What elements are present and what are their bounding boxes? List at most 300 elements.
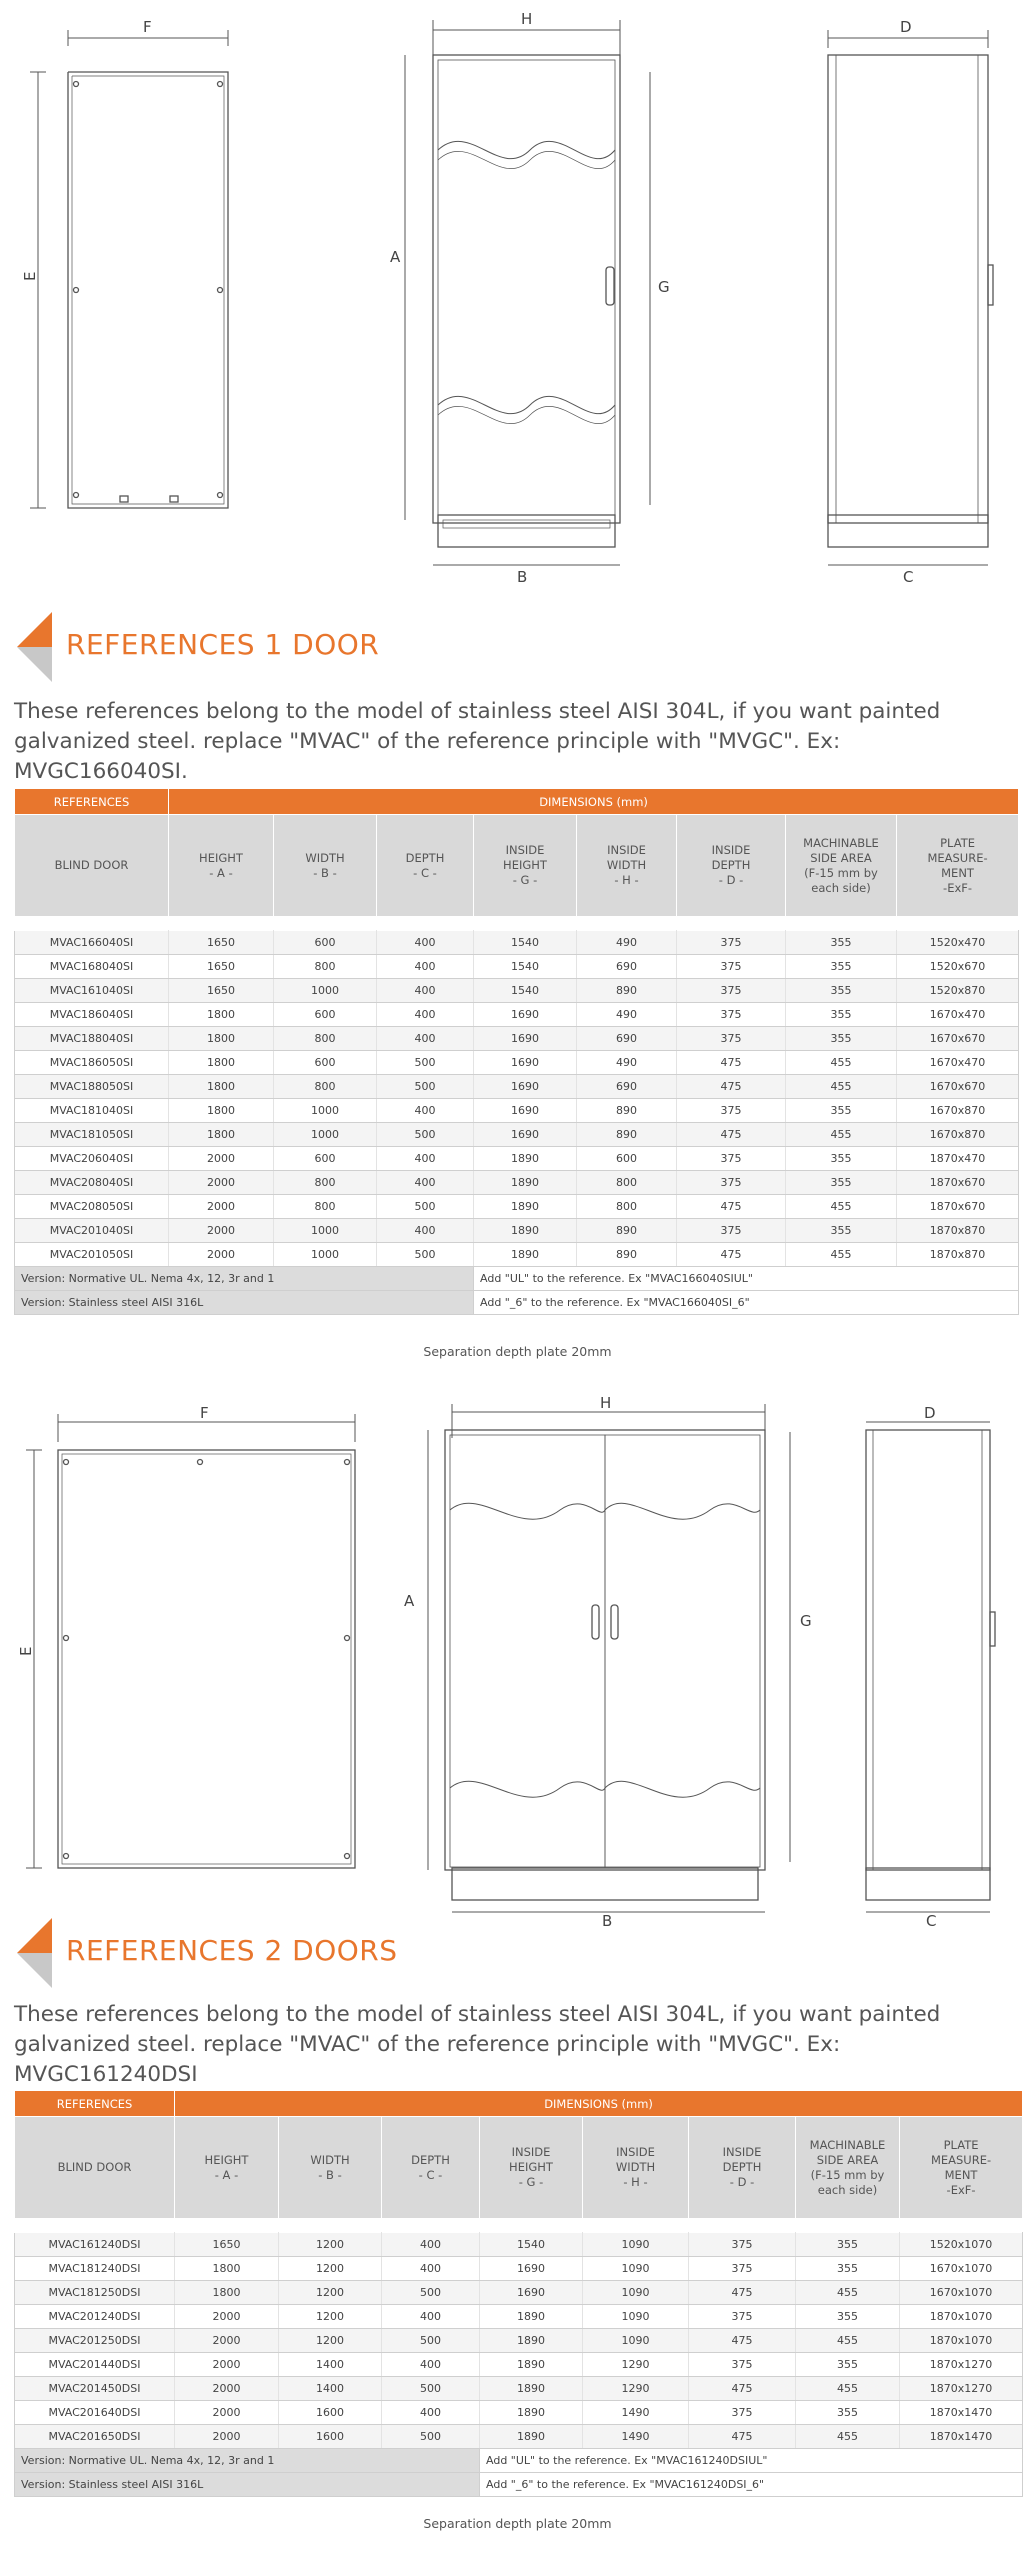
dimension-cell: 500 — [377, 1195, 474, 1219]
table-row — [15, 955, 1019, 979]
dimension-cell: 455 — [796, 2377, 900, 2401]
dim-label-h: H — [600, 1394, 612, 1412]
dimension-cell: 355 — [786, 1219, 897, 1243]
dimension-cell: 2000 — [175, 2329, 279, 2353]
reference-code-cell: MVAC201050SI — [15, 1243, 169, 1267]
dimension-cell: 375 — [677, 1147, 786, 1171]
column-header: INSIDE WIDTH - H - — [577, 815, 677, 917]
dimension-cell: 1870x1470 — [900, 2401, 1023, 2425]
table-row — [15, 1003, 1019, 1027]
dimension-cell: 375 — [689, 2401, 796, 2425]
footnote: Separation depth plate 20mm — [423, 2516, 612, 2531]
dimension-cell: 600 — [274, 1147, 377, 1171]
column-header: INSIDE DEPTH - D - — [689, 2117, 796, 2219]
dimension-cell: 890 — [577, 1099, 677, 1123]
dimension-cell: 500 — [377, 1051, 474, 1075]
dimension-cell: 2000 — [169, 1219, 274, 1243]
version-note-row — [15, 2473, 1023, 2497]
dimension-cell: 500 — [382, 2425, 480, 2449]
dimension-cell: 490 — [577, 1051, 677, 1075]
table-row — [15, 1147, 1019, 1171]
version-instruction: Add "UL" to the reference. Ex "MVAC161240DSIUL" — [480, 2449, 1023, 2473]
table-row — [15, 931, 1019, 955]
reference-code-cell: MVAC201240DSI — [15, 2305, 175, 2329]
dimension-cell: 1200 — [279, 2257, 382, 2281]
mounting-plate-drawing — [17, 1404, 355, 1868]
dimension-cell: 500 — [377, 1243, 474, 1267]
dimension-cell: 1200 — [279, 2281, 382, 2305]
dimension-cell: 1670x1070 — [900, 2281, 1023, 2305]
dimension-cell: 400 — [382, 2401, 480, 2425]
reference-code-cell: MVAC188040SI — [15, 1027, 169, 1051]
section-marker-icon — [14, 612, 52, 682]
dimension-cell: 1600 — [279, 2401, 382, 2425]
dimension-cell: 1800 — [169, 1051, 274, 1075]
version-instruction: Add "UL" to the reference. Ex "MVAC166040SIUL" — [474, 1267, 1019, 1291]
dimension-cell: 1800 — [169, 1075, 274, 1099]
references-table-1-door — [14, 788, 1019, 1315]
dimension-cell: 400 — [382, 2305, 480, 2329]
dimension-cell: 1690 — [474, 1051, 577, 1075]
dimension-cell: 890 — [577, 1219, 677, 1243]
dimension-cell: 1690 — [480, 2257, 583, 2281]
column-header: BLIND DOOR — [15, 2117, 175, 2219]
dimension-cell: 375 — [677, 931, 786, 955]
dimension-cell: 690 — [577, 955, 677, 979]
section-heading-1-door — [14, 612, 1014, 682]
dimension-cell: 375 — [689, 2233, 796, 2257]
dim-label-b: B — [517, 568, 528, 586]
dimension-cell: 1000 — [274, 1099, 377, 1123]
dimensions-group-header: DIMENSIONS (mm) — [175, 2091, 1023, 2117]
column-header: MACHINABLE SIDE AREA (F-15 mm by each side) — [786, 815, 897, 917]
table-row — [15, 1171, 1019, 1195]
dimension-cell: 1690 — [474, 1123, 577, 1147]
reference-code-cell: MVAC188050SI — [15, 1075, 169, 1099]
dimension-cell: 2000 — [169, 1147, 274, 1171]
dimension-cell: 1090 — [583, 2329, 689, 2353]
section-title: REFERENCES 1 DOOR — [66, 628, 380, 661]
dimension-cell: 1870x670 — [897, 1195, 1019, 1219]
dimension-cell: 375 — [689, 2257, 796, 2281]
column-header: WIDTH - B - — [279, 2117, 382, 2219]
dimension-cell: 1890 — [474, 1219, 577, 1243]
dimension-cell: 400 — [377, 955, 474, 979]
reference-code-cell: MVAC201450DSI — [15, 2377, 175, 2401]
reference-code-cell: MVAC201440DSI — [15, 2353, 175, 2377]
reference-code-cell: MVAC181050SI — [15, 1123, 169, 1147]
dimension-cell: 1000 — [274, 1123, 377, 1147]
dimension-cell: 1090 — [583, 2233, 689, 2257]
dimension-cell: 2000 — [175, 2377, 279, 2401]
dimension-cell: 1490 — [583, 2401, 689, 2425]
dimension-cell: 1690 — [480, 2281, 583, 2305]
column-header: BLIND DOOR — [15, 815, 169, 917]
version-instruction: Add "_6" to the reference. Ex "MVAC161240DSI_6" — [480, 2473, 1023, 2497]
table-row — [15, 1075, 1019, 1099]
dim-label-h: H — [521, 10, 533, 28]
dimension-cell: 1890 — [480, 2377, 583, 2401]
dimension-cell: 1290 — [583, 2353, 689, 2377]
table-row — [15, 979, 1019, 1003]
dimension-cell: 1000 — [274, 1219, 377, 1243]
column-header: INSIDE HEIGHT - G - — [474, 815, 577, 917]
dimension-cell: 1540 — [474, 979, 577, 1003]
dimension-cell: 1890 — [474, 1195, 577, 1219]
dimension-cell: 1800 — [169, 1003, 274, 1027]
dimension-cell: 475 — [689, 2281, 796, 2305]
dimension-cell: 1870x470 — [897, 1147, 1019, 1171]
dimension-cell: 1870x1470 — [900, 2425, 1023, 2449]
dimension-cell: 490 — [577, 931, 677, 955]
dimension-cell: 1520x1070 — [900, 2233, 1023, 2257]
dimension-cell: 355 — [796, 2353, 900, 2377]
dimension-cell: 690 — [577, 1075, 677, 1099]
dimension-cell: 455 — [796, 2329, 900, 2353]
reference-code-cell: MVAC181240DSI — [15, 2257, 175, 2281]
dim-label-a: A — [404, 1592, 415, 1610]
dimension-cell: 1090 — [583, 2305, 689, 2329]
table-row — [15, 1123, 1019, 1147]
dimension-cell: 800 — [274, 1075, 377, 1099]
dimension-cell: 375 — [677, 1003, 786, 1027]
dimension-cell: 1520x870 — [897, 979, 1019, 1003]
table-row — [15, 2233, 1023, 2257]
front-view-drawing — [390, 10, 670, 586]
reference-code-cell: MVAC161040SI — [15, 979, 169, 1003]
section-intro: These references belong to the model of stainless steel AISI 304L, if you want painted galvanized steel. replace "MVAC" of the reference principle with "MVGC". Ex: MVGC161240DSI — [14, 2002, 941, 2087]
dimension-cell: 375 — [689, 2305, 796, 2329]
dimension-cell: 500 — [377, 1123, 474, 1147]
dimension-cell: 355 — [796, 2401, 900, 2425]
table-row — [15, 2257, 1023, 2281]
dimension-cell: 1200 — [279, 2305, 382, 2329]
dimension-cell: 375 — [677, 1099, 786, 1123]
dimension-cell: 355 — [786, 931, 897, 955]
reference-code-cell: MVAC186040SI — [15, 1003, 169, 1027]
dimension-cell: 500 — [382, 2281, 480, 2305]
dimension-cell: 400 — [377, 1219, 474, 1243]
dimension-cell: 2000 — [175, 2425, 279, 2449]
dimension-cell: 400 — [377, 1147, 474, 1171]
dimension-cell: 475 — [677, 1051, 786, 1075]
dimension-cell: 1400 — [279, 2377, 382, 2401]
dimension-cell: 455 — [786, 1195, 897, 1219]
column-header: WIDTH - B - — [274, 815, 377, 917]
dimension-cell: 1890 — [480, 2401, 583, 2425]
dimension-cell: 690 — [577, 1027, 677, 1051]
dimension-cell: 1670x470 — [897, 1051, 1019, 1075]
references-table-2-doors — [14, 2090, 1023, 2497]
table-row — [15, 2353, 1023, 2377]
dimension-cell: 400 — [382, 2353, 480, 2377]
dim-label-a: A — [390, 248, 401, 266]
dimension-cell: 355 — [786, 1003, 897, 1027]
dimension-cell: 1890 — [480, 2425, 583, 2449]
dimension-cell: 1650 — [169, 955, 274, 979]
version-label: Version: Stainless steel AISI 316L — [15, 2473, 480, 2497]
dimension-cell: 1890 — [480, 2329, 583, 2353]
dimension-cell: 355 — [796, 2305, 900, 2329]
dimension-cell: 800 — [274, 1171, 377, 1195]
dimension-cell: 1870x670 — [897, 1171, 1019, 1195]
dimension-cell: 1800 — [175, 2257, 279, 2281]
dimension-cell: 1890 — [480, 2305, 583, 2329]
reference-code-cell: MVAC201640DSI — [15, 2401, 175, 2425]
dimension-cell: 455 — [786, 1075, 897, 1099]
dimension-cell: 600 — [274, 1051, 377, 1075]
dimension-cell: 600 — [577, 1147, 677, 1171]
column-header: INSIDE HEIGHT - G - — [480, 2117, 583, 2219]
dimension-cell: 600 — [274, 931, 377, 955]
reference-code-cell: MVAC201650DSI — [15, 2425, 175, 2449]
dimension-cell: 2000 — [169, 1243, 274, 1267]
reference-code-cell: MVAC166040SI — [15, 931, 169, 955]
column-header: INSIDE DEPTH - D - — [677, 815, 786, 917]
reference-code-cell: MVAC201040SI — [15, 1219, 169, 1243]
dimension-cell: 2000 — [175, 2401, 279, 2425]
dimension-cell: 400 — [377, 1099, 474, 1123]
dimension-cell: 1200 — [279, 2233, 382, 2257]
dimension-cell: 455 — [786, 1123, 897, 1147]
reference-code-cell: MVAC201250DSI — [15, 2329, 175, 2353]
table-row — [15, 2305, 1023, 2329]
reference-code-cell: MVAC206040SI — [15, 1147, 169, 1171]
dimension-cell: 2000 — [175, 2353, 279, 2377]
dimension-cell: 2000 — [169, 1171, 274, 1195]
mounting-plate-drawing — [21, 18, 228, 508]
dimension-cell: 375 — [689, 2353, 796, 2377]
table-row — [15, 2377, 1023, 2401]
dimension-cell: 1870x1270 — [900, 2353, 1023, 2377]
side-view-drawing — [828, 18, 993, 586]
references-group-header: REFERENCES — [15, 789, 169, 815]
dimension-cell: 1690 — [474, 1003, 577, 1027]
dimension-cell: 400 — [382, 2233, 480, 2257]
dimension-cell: 1520x470 — [897, 931, 1019, 955]
version-note-row — [15, 1291, 1019, 1315]
dimension-cell: 400 — [377, 1171, 474, 1195]
column-header: INSIDE WIDTH - H - — [583, 2117, 689, 2219]
version-label: Version: Stainless steel AISI 316L — [15, 1291, 474, 1315]
dimension-cell: 1870x870 — [897, 1219, 1019, 1243]
version-label: Version: Normative UL. Nema 4x, 12, 3r and 1 — [15, 1267, 474, 1291]
table-row — [15, 1243, 1019, 1267]
dimension-cell: 500 — [377, 1075, 474, 1099]
dimension-cell: 2000 — [169, 1195, 274, 1219]
dimension-cell: 455 — [786, 1243, 897, 1267]
dimension-cell: 1670x1070 — [900, 2257, 1023, 2281]
dimension-cell: 800 — [577, 1195, 677, 1219]
dimension-cell: 455 — [796, 2281, 900, 2305]
one-door-drawings — [0, 0, 1035, 590]
dimension-cell: 1690 — [474, 1099, 577, 1123]
dimension-cell: 355 — [796, 2233, 900, 2257]
dimension-cell: 475 — [689, 2425, 796, 2449]
dimension-cell: 1890 — [480, 2353, 583, 2377]
footnote: Separation depth plate 20mm — [423, 1344, 612, 1359]
dimension-cell: 1540 — [480, 2233, 583, 2257]
dim-label-f: F — [200, 1404, 209, 1422]
dimension-cell: 375 — [677, 955, 786, 979]
column-header: DEPTH - C - — [377, 815, 474, 917]
table-row — [15, 2425, 1023, 2449]
reference-code-cell: MVAC168040SI — [15, 955, 169, 979]
dimension-cell: 1670x470 — [897, 1003, 1019, 1027]
references-group-header: REFERENCES — [15, 2091, 175, 2117]
dimension-cell: 500 — [382, 2329, 480, 2353]
dimension-cell: 1650 — [169, 931, 274, 955]
dimension-cell: 1670x670 — [897, 1027, 1019, 1051]
dimension-cell: 1490 — [583, 2425, 689, 2449]
dimension-cell: 1890 — [474, 1243, 577, 1267]
dimension-cell: 1670x670 — [897, 1075, 1019, 1099]
dimension-cell: 1400 — [279, 2353, 382, 2377]
dim-label-e: E — [17, 1646, 35, 1656]
dimension-cell: 1870x1070 — [900, 2305, 1023, 2329]
dimension-cell: 375 — [677, 1219, 786, 1243]
dimension-cell: 355 — [786, 1171, 897, 1195]
dimension-cell: 800 — [577, 1171, 677, 1195]
dimension-cell: 1000 — [274, 979, 377, 1003]
dimension-cell: 1800 — [175, 2281, 279, 2305]
dimension-cell: 1540 — [474, 955, 577, 979]
table-row — [15, 2401, 1023, 2425]
table-row — [15, 1099, 1019, 1123]
dim-label-d: D — [924, 1404, 936, 1422]
dimension-cell: 890 — [577, 979, 677, 1003]
dimension-cell: 1650 — [175, 2233, 279, 2257]
dimension-cell: 355 — [796, 2257, 900, 2281]
dimension-cell: 1000 — [274, 1243, 377, 1267]
dimension-cell: 1690 — [474, 1027, 577, 1051]
dimension-cell: 600 — [274, 1003, 377, 1027]
dimension-cell: 1090 — [583, 2281, 689, 2305]
dimension-cell: 475 — [689, 2377, 796, 2401]
dimension-cell: 400 — [377, 931, 474, 955]
dimension-cell: 1800 — [169, 1123, 274, 1147]
dimension-cell: 355 — [786, 1099, 897, 1123]
version-note-row — [15, 1267, 1019, 1291]
side-view-drawing — [866, 1404, 995, 1930]
dimension-cell: 375 — [677, 1027, 786, 1051]
dimension-cell: 355 — [786, 979, 897, 1003]
dimension-cell: 800 — [274, 955, 377, 979]
dimension-cell: 2000 — [175, 2305, 279, 2329]
column-header: HEIGHT - A - — [175, 2117, 279, 2219]
dimension-cell: 400 — [377, 979, 474, 1003]
dimension-cell: 455 — [786, 1051, 897, 1075]
dimension-cell: 1870x870 — [897, 1243, 1019, 1267]
dimension-cell: 375 — [677, 979, 786, 1003]
dimension-cell: 1670x870 — [897, 1099, 1019, 1123]
reference-code-cell: MVAC161240DSI — [15, 2233, 175, 2257]
dimension-cell: 475 — [677, 1123, 786, 1147]
dimension-cell: 400 — [382, 2257, 480, 2281]
version-instruction: Add "_6" to the reference. Ex "MVAC166040SI_6" — [474, 1291, 1019, 1315]
dimension-cell: 800 — [274, 1195, 377, 1219]
table-row — [15, 1219, 1019, 1243]
dimension-cell: 1540 — [474, 931, 577, 955]
dimension-cell: 1890 — [474, 1171, 577, 1195]
dimensions-group-header: DIMENSIONS (mm) — [169, 789, 1019, 815]
dimension-cell: 400 — [377, 1027, 474, 1051]
dimension-cell: 500 — [382, 2377, 480, 2401]
dimension-cell: 400 — [377, 1003, 474, 1027]
reference-code-cell: MVAC186050SI — [15, 1051, 169, 1075]
table-row — [15, 1027, 1019, 1051]
reference-code-cell: MVAC181250DSI — [15, 2281, 175, 2305]
dimension-cell: 355 — [786, 955, 897, 979]
dimension-cell: 890 — [577, 1243, 677, 1267]
dim-label-c: C — [903, 568, 914, 586]
dim-label-d: D — [900, 18, 912, 36]
dimension-cell: 475 — [677, 1243, 786, 1267]
dimension-cell: 475 — [677, 1195, 786, 1219]
table-row — [15, 2329, 1023, 2353]
reference-code-cell: MVAC181040SI — [15, 1099, 169, 1123]
dimension-cell: 1800 — [169, 1099, 274, 1123]
section-marker-icon — [14, 1918, 52, 1988]
column-header: PLATE MEASURE- MENT -ExF- — [897, 815, 1019, 917]
dimension-cell: 1600 — [279, 2425, 382, 2449]
dimension-cell: 475 — [677, 1075, 786, 1099]
dim-label-b: B — [602, 1912, 613, 1930]
dimension-cell: 1650 — [169, 979, 274, 1003]
section-title: REFERENCES 2 DOORS — [66, 1934, 398, 1967]
column-header: PLATE MEASURE- MENT -ExF- — [900, 2117, 1023, 2219]
dim-label-g: G — [800, 1612, 812, 1630]
reference-code-cell: MVAC208040SI — [15, 1171, 169, 1195]
dim-label-e: E — [21, 271, 39, 281]
dimension-cell: 490 — [577, 1003, 677, 1027]
dimension-cell: 1520x670 — [897, 955, 1019, 979]
dimension-cell: 890 — [577, 1123, 677, 1147]
front-view-drawing — [404, 1394, 812, 1930]
version-note-row — [15, 2449, 1023, 2473]
dimension-cell: 1290 — [583, 2377, 689, 2401]
table-row — [15, 1051, 1019, 1075]
dimension-cell: 1200 — [279, 2329, 382, 2353]
version-label: Version: Normative UL. Nema 4x, 12, 3r and 1 — [15, 2449, 480, 2473]
dimension-cell: 1800 — [169, 1027, 274, 1051]
dimension-cell: 1870x1270 — [900, 2377, 1023, 2401]
dimension-cell: 1090 — [583, 2257, 689, 2281]
dimension-cell: 800 — [274, 1027, 377, 1051]
dimension-cell: 375 — [677, 1171, 786, 1195]
dim-label-c: C — [926, 1912, 937, 1930]
dimension-cell: 1890 — [474, 1147, 577, 1171]
column-header: DEPTH - C - — [382, 2117, 480, 2219]
dimension-cell: 1870x1070 — [900, 2329, 1023, 2353]
column-header: HEIGHT - A - — [169, 815, 274, 917]
reference-code-cell: MVAC208050SI — [15, 1195, 169, 1219]
dimension-cell: 1670x870 — [897, 1123, 1019, 1147]
column-header: MACHINABLE SIDE AREA (F-15 mm by each side) — [796, 2117, 900, 2219]
dim-label-g: G — [658, 278, 670, 296]
dim-label-f: F — [143, 18, 152, 36]
dimension-cell: 1690 — [474, 1075, 577, 1099]
section-heading-2-doors — [14, 1918, 1014, 1988]
table-row — [15, 2281, 1023, 2305]
table-row — [15, 1195, 1019, 1219]
dimension-cell: 475 — [689, 2329, 796, 2353]
section-intro: These references belong to the model of stainless steel AISI 304L, if you want painted galvanized steel. replace "MVAC" of the reference principle with "MVGC". Ex: MVGC166040SI. — [14, 699, 941, 784]
dimension-cell: 455 — [796, 2425, 900, 2449]
dimension-cell: 355 — [786, 1027, 897, 1051]
dimension-cell: 355 — [786, 1147, 897, 1171]
two-door-drawings — [0, 1390, 1035, 1930]
